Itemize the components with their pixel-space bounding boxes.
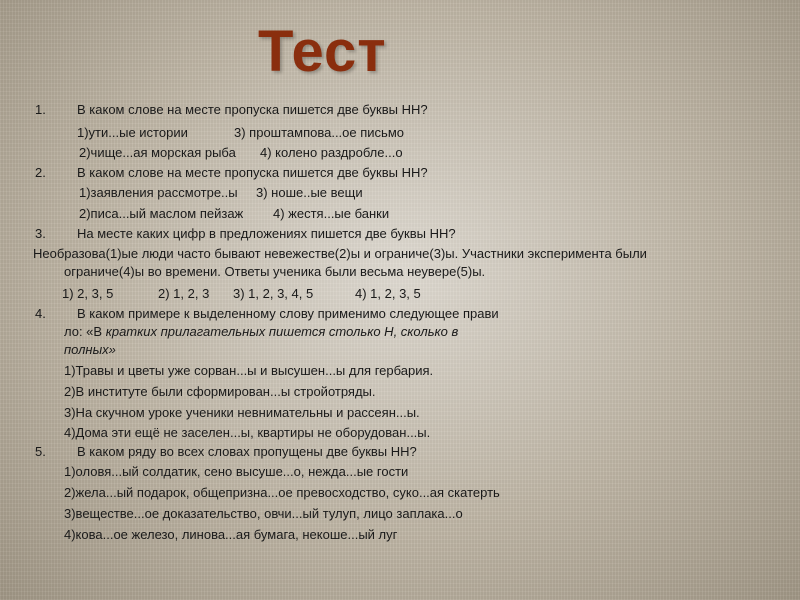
slide-title: Тест <box>258 19 387 84</box>
q5-text: В каком ряду во всех словах пропущены две буквы НН? <box>77 444 417 459</box>
q1-option-3: 3) проштампова...ое письмо <box>234 125 404 140</box>
q4-option-1: 1)Травы и цветы уже сорван...ы и высушен...ы для гербария. <box>64 363 434 378</box>
q2-option-4: 4) жестя...ые банки <box>273 206 390 221</box>
q5-option-4: 4)кова...ое железо, линова...ая бумага, некоше...ый луг <box>64 527 398 542</box>
q3-passage-line-1: Необразова(1)ые люди часто бывают невежестве(2)ы и ограниче(3)ы. Участники эксперимента были <box>33 246 647 261</box>
q4-option-3: 3)На скучном уроке ученики невнимательны и рассеян...ы. <box>64 405 420 420</box>
q2-option-1: 1)заявления рассмотре..ы <box>79 185 238 200</box>
q4-text-line-2 <box>64 323 458 341</box>
q5-option-2: 2)жела...ый подарок, общепризна...ое превосходство, суко...ая скатерть <box>64 485 500 500</box>
q1-number: 1. <box>35 102 46 117</box>
q4-rule-italic: кратких прилагательных пишется столько Н, сколько в <box>105 324 459 339</box>
q3-text: На месте каких цифр в предложениях пишется две буквы НН? <box>77 226 456 241</box>
q2-text: В каком слове на месте пропуска пишется две буквы НН? <box>77 165 428 180</box>
q4-text-line-1: В каком примере к выделенному слову применимо следующее прави <box>77 306 499 321</box>
q2-number: 2. <box>35 165 46 180</box>
q5-option-1: 1)оловя...ый солдатик, сено высуше...о, нежда...ые гости <box>64 464 409 479</box>
q3-option-3: 3) 1, 2, 3, 4, 5 <box>233 286 314 301</box>
q1-option-2: 2)чище...ая морская рыба <box>79 145 236 160</box>
q4-text-line-2-start: ло: «В <box>64 324 106 339</box>
q3-option-2: 2) 1, 2, 3 <box>158 286 210 301</box>
q4-option-4: 4)Дома эти ещё не заселен...ы, квартиры не оборудован...ы. <box>64 425 431 440</box>
q4-text-line-3: полных» <box>64 342 116 357</box>
q3-number: 3. <box>35 226 46 241</box>
q2-option-3: 3) ноше..ые вещи <box>256 185 363 200</box>
q2-option-2: 2)писа...ый маслом пейзаж <box>79 206 244 221</box>
q3-passage-line-2: ограниче(4)ы во времени. Ответы ученика были весьма неувере(5)ы. <box>64 264 486 279</box>
q4-number: 4. <box>35 306 46 321</box>
q1-option-1: 1)ути...ые истории <box>77 125 188 140</box>
q3-option-4: 4) 1, 2, 3, 5 <box>355 286 421 301</box>
q5-number: 5. <box>35 444 46 459</box>
q5-option-3: 3)веществе...ое доказательство, овчи...ый тулуп, лицо заплака...о <box>64 506 463 521</box>
q4-option-2: 2)В институте были сформирован...ы стройотряды. <box>64 384 376 399</box>
q1-text: В каком слове на месте пропуска пишется две буквы НН? <box>77 102 428 117</box>
q3-option-1: 1) 2, 3, 5 <box>62 286 114 301</box>
q1-option-4: 4) колено раздробле...о <box>260 145 403 160</box>
